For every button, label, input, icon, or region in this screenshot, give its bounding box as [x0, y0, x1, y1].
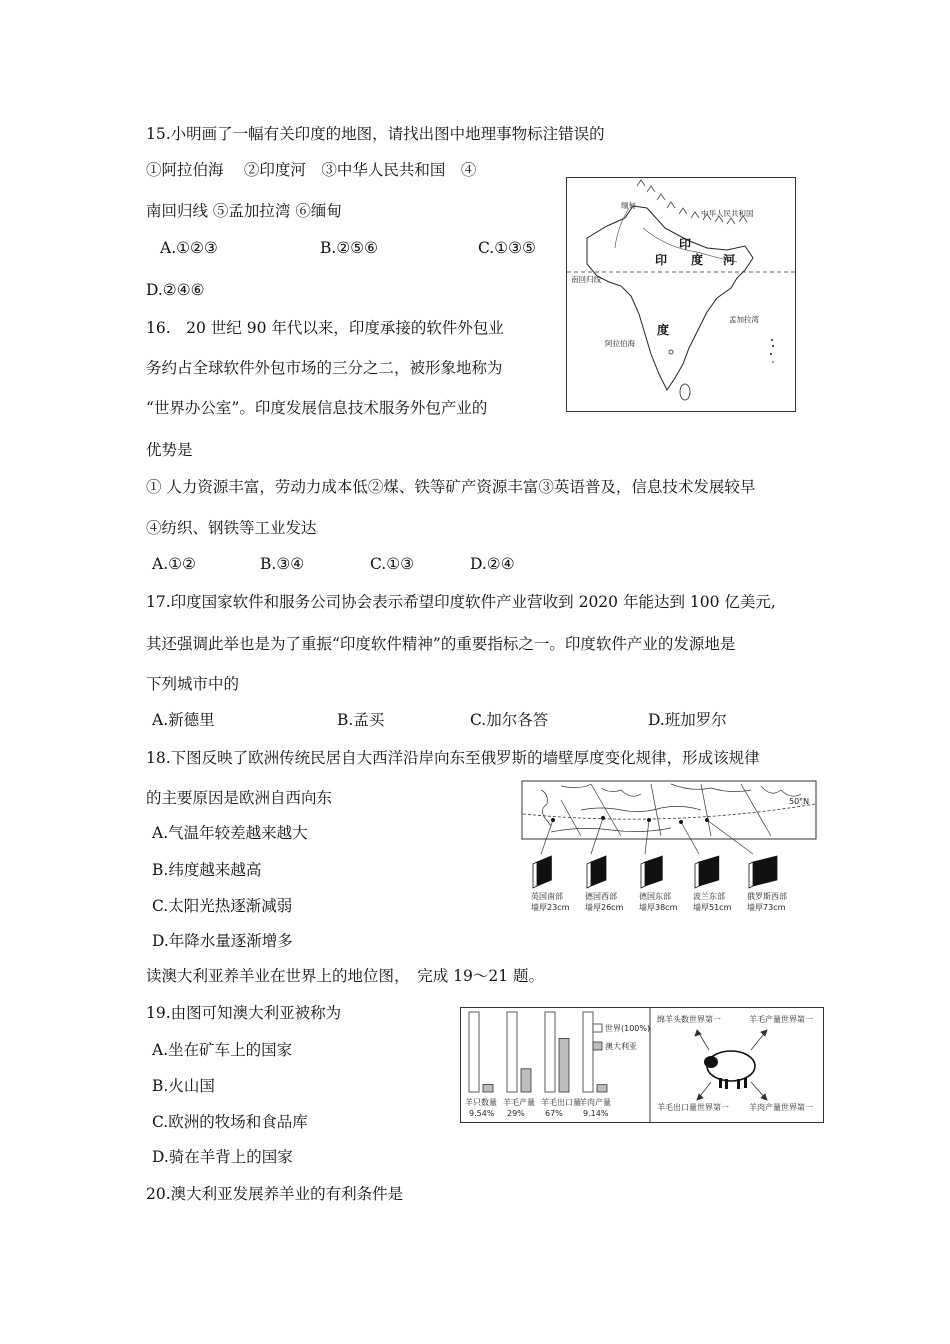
map-label-he: 河	[723, 253, 736, 267]
wall-block	[699, 856, 719, 886]
lat-50-label: 50°N	[789, 797, 810, 806]
map-label-burma: 缅甸	[621, 201, 636, 210]
q16-option-c: C.①③	[370, 555, 415, 573]
category-label: 羊毛产量	[503, 1098, 535, 1107]
map-label-du: 度	[691, 253, 704, 267]
bar-australia	[597, 1085, 607, 1092]
category-value-label: 9.54%	[469, 1109, 495, 1118]
q16-line4: 优势是	[146, 441, 193, 459]
australia-sheep-figure	[460, 1007, 824, 1123]
panel-bottom-left: 羊毛出口量世界第一	[657, 1103, 729, 1112]
map-label-sea: 阿拉伯海	[605, 339, 635, 348]
q15-option-d: D.②④⑥	[146, 281, 205, 299]
q20-stem: 20.澳大利亚发展养羊业的有利条件是	[146, 1185, 404, 1203]
europe-map-frame	[522, 781, 816, 839]
q18-option-a: A.气温年较差越来越大	[152, 824, 308, 842]
q16-option-a: A.①②	[152, 555, 196, 573]
q19-option-b: B.火山国	[152, 1077, 215, 1095]
q17-line3: 下列城市中的	[146, 675, 240, 693]
wall-side	[533, 862, 537, 888]
q17-line2: 其还强调此举也是为了重振“印度软件精神”的重要指标之一。印度软件产业的发源地是	[146, 635, 736, 653]
category-value-label: 29%	[507, 1109, 525, 1118]
category-label: 羊肉产量	[579, 1098, 611, 1107]
q17-option-b: B.孟买	[337, 711, 385, 729]
legend-australia: 澳大利亚	[605, 1042, 637, 1051]
wall-thick-label: 墙厚23cm	[531, 903, 570, 912]
map-label-china: 中华人民共和国	[701, 209, 754, 218]
wall-name-label: 英国南部	[531, 892, 563, 901]
q18-line1: 18.下图反映了欧洲传统民居自大西洋沿岸向东至俄罗斯的墙壁厚度变化规律，形成该规律	[146, 749, 760, 767]
q16-line1: 16. 20 世纪 90 年代以来，印度承接的软件外包业	[146, 319, 504, 337]
q18-option-d: D.年降水量逐渐增多	[152, 932, 293, 950]
wall-name-label: 俄罗斯西部	[747, 892, 787, 901]
category-label: 羊毛出口量	[541, 1098, 581, 1107]
wall-name-label: 波兰东部	[693, 892, 725, 901]
wall-name-label: 德国西部	[585, 892, 617, 901]
q19-option-a: A.坐在矿车上的国家	[152, 1041, 293, 1059]
q16-option-d: D.②④	[470, 555, 515, 573]
map-label-tropic: 南回归线	[571, 275, 601, 284]
panel-top-right: 羊毛产量世界第一	[749, 1015, 813, 1024]
wall-block	[591, 856, 606, 886]
wall-side	[641, 862, 645, 888]
q16-line6: ④纺织、钢铁等工业发达	[146, 519, 317, 537]
india-outline	[587, 206, 753, 390]
q15-option-a: A.①②③	[160, 239, 218, 257]
bar-world	[507, 1012, 517, 1092]
q15-stem: 15.小明画了一幅有关印度的地图，请找出图中地理事物标注错误的	[146, 125, 605, 143]
indus-river	[615, 208, 629, 248]
bar-australia	[483, 1084, 493, 1092]
q18-line2: 的主要原因是欧洲自西向东	[146, 789, 333, 807]
panel-bottom-right: 羊肉产量世界第一	[749, 1103, 813, 1112]
wall-name-label: 德国东部	[639, 892, 671, 901]
q15-items-line2: 南回归线 ⑤孟加拉湾 ⑥缅甸	[146, 202, 342, 220]
wall-side	[695, 862, 699, 888]
q15-items-line1: ①阿拉伯海 ②印度河 ③中华人民共和国 ④	[146, 161, 477, 179]
europe-wall-figure	[521, 780, 817, 916]
legend-swatch-australia	[593, 1042, 602, 1050]
map-label-yin2: 印	[655, 253, 668, 267]
wall-block	[645, 856, 662, 886]
wall-side	[587, 862, 591, 888]
intro-19-21: 读澳大利亚养羊业在世界上的地位图， 完成 19～21 题。	[146, 967, 545, 985]
panel-top-left: 绵羊头数世界第一	[657, 1015, 721, 1024]
india-map	[566, 177, 796, 412]
map-label-yin: 印	[679, 237, 692, 251]
wall-thick-label: 墙厚51cm	[693, 903, 732, 912]
q16-line2: 务约占全球软件外包市场的三分之二，被形象地称为	[146, 359, 503, 377]
map-label-bay: 孟加拉湾	[729, 315, 759, 324]
q15-option-b: B.②⑤⑥	[320, 239, 379, 257]
category-value-label: 9.14%	[583, 1109, 609, 1118]
bar-world	[583, 1012, 593, 1092]
category-label: 羊只数量	[465, 1098, 497, 1107]
andaman-islands	[770, 339, 774, 363]
legend-swatch-world	[593, 1024, 602, 1032]
sheep-icon	[704, 1051, 755, 1089]
wall-thick-label: 墙厚38cm	[639, 903, 678, 912]
city-dot	[669, 350, 673, 354]
q19-option-d: D.骑在羊背上的国家	[152, 1148, 293, 1166]
map-label-du2: 度	[657, 323, 670, 337]
q18-option-c: C.太阳光热逐渐减弱	[152, 897, 293, 915]
q17-option-d: D.班加罗尔	[648, 711, 727, 729]
wall-block	[753, 856, 777, 886]
q16-option-b: B.③④	[260, 555, 305, 573]
wall-side	[749, 862, 753, 888]
legend-world: 世界(100%)	[605, 1024, 651, 1033]
bar-world	[469, 1012, 479, 1092]
q19-stem: 19.由图可知澳大利亚被称为	[146, 1004, 342, 1022]
sri-lanka	[680, 384, 690, 400]
wall-thick-label: 墙厚26cm	[585, 903, 624, 912]
bar-australia	[559, 1038, 569, 1092]
category-value-label: 67%	[545, 1109, 563, 1118]
bar-australia	[521, 1069, 531, 1092]
q16-line3: “世界办公室”。印度发展信息技术服务外包产业的	[146, 399, 488, 417]
q16-line5: ① 人力资源丰富，劳动力成本低②煤、铁等矿产资源丰富③英语普及，信息技术发展较早	[146, 478, 756, 496]
wall-block	[537, 856, 551, 886]
q17-line1: 17.印度国家软件和服务公司协会表示希望印度软件产业营收到 2020 年能达到 100 亿美元,	[146, 593, 776, 611]
q15-option-c: C.①③⑤	[478, 239, 536, 257]
q17-option-a: A.新德里	[152, 711, 215, 729]
bar-world	[545, 1012, 555, 1092]
q19-option-c: C.欧洲的牧场和食品库	[152, 1113, 308, 1131]
q18-option-b: B.纬度越来越高	[152, 861, 262, 879]
q17-option-c: C.加尔各答	[470, 711, 549, 729]
wall-thick-label: 墙厚73cm	[747, 903, 786, 912]
